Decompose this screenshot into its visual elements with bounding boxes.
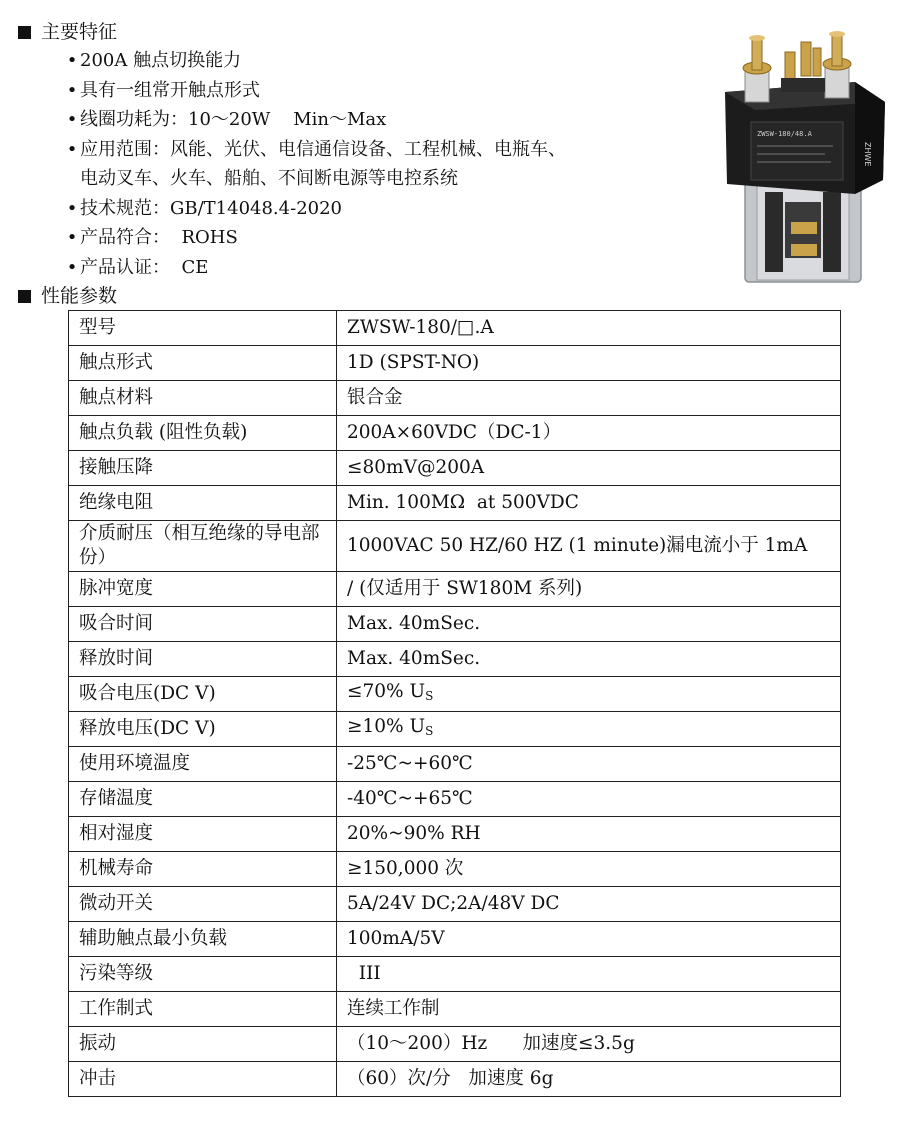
param-name-cell: 型号 xyxy=(69,311,337,346)
bullet-dot-icon: • xyxy=(66,256,78,278)
table-row xyxy=(69,572,841,607)
param-value-cell xyxy=(337,817,841,852)
features-list xyxy=(64,46,704,282)
param-name-cell: 触点材料 xyxy=(69,381,337,416)
param-value-cell xyxy=(337,1027,841,1062)
table-row xyxy=(69,642,841,677)
param-value-text: / (仅适用于 SW180M 系列) xyxy=(347,578,583,599)
contactor-illustration xyxy=(705,12,895,290)
param-value-cell xyxy=(337,1062,841,1097)
product-label-text: ZWSW-180/48.A xyxy=(757,130,812,138)
param-name-cell: 介质耐压（相互绝缘的导电部份） xyxy=(69,521,337,572)
param-name-cell: 触点负载 (阻性负载) xyxy=(69,416,337,451)
table-row xyxy=(69,1027,841,1062)
feature-item xyxy=(64,76,704,106)
table-row xyxy=(69,416,841,451)
params-heading xyxy=(18,284,117,308)
feature-text: 200A 触点切换能力 xyxy=(80,50,242,71)
param-name-cell: 释放时间 xyxy=(69,642,337,677)
table-row xyxy=(69,381,841,416)
table-row xyxy=(69,311,841,346)
features-heading xyxy=(18,20,117,44)
table-row xyxy=(69,521,841,572)
param-name-cell: 吸合时间 xyxy=(69,607,337,642)
param-value-text: ≤80mV@200A xyxy=(347,457,485,478)
param-name-cell: 污染等级 xyxy=(69,957,337,992)
param-value-subscript: S xyxy=(425,689,434,703)
table-row xyxy=(69,852,841,887)
param-value-cell xyxy=(337,311,841,346)
params-title: 性能参数 xyxy=(41,285,118,307)
table-row xyxy=(69,922,841,957)
param-value-text: 5A/24V DC;2A/48V DC xyxy=(347,893,560,914)
param-value-text: -25℃~+60℃ xyxy=(347,753,473,774)
bullet-dot-icon: • xyxy=(66,197,78,219)
feature-item xyxy=(64,46,704,76)
param-value-text: III xyxy=(347,963,381,984)
param-value-text: ≥150,000 次 xyxy=(347,858,464,879)
feature-item xyxy=(64,194,704,224)
feature-item xyxy=(64,135,704,165)
bullet-dot-icon: • xyxy=(66,138,78,160)
feature-text: 应用范围：风能、光伏、电信通信设备、工程机械、电瓶车、 xyxy=(80,138,566,160)
param-value-cell xyxy=(337,677,841,712)
param-name-cell: 工作制式 xyxy=(69,992,337,1027)
param-name-cell: 使用环境温度 xyxy=(69,747,337,782)
table-row xyxy=(69,677,841,712)
param-name-cell: 相对湿度 xyxy=(69,817,337,852)
table-row xyxy=(69,1062,841,1097)
feature-text: 具有一组常开触点形式 xyxy=(80,79,260,101)
param-value-cell xyxy=(337,416,841,451)
param-value-cell xyxy=(337,747,841,782)
param-value-text: 100mA/5V xyxy=(347,928,445,949)
param-value-cell xyxy=(337,887,841,922)
param-value-text: ≥10% U xyxy=(347,716,426,737)
feature-item xyxy=(64,253,704,283)
table-row xyxy=(69,887,841,922)
table-row xyxy=(69,992,841,1027)
param-value-text: 1000VAC 50 HZ/60 HZ (1 minute)漏电流小于 1mA xyxy=(347,535,808,556)
param-value-cell xyxy=(337,992,841,1027)
param-value-cell xyxy=(337,521,841,572)
param-value-cell xyxy=(337,572,841,607)
param-name-cell: 微动开关 xyxy=(69,887,337,922)
param-name-cell: 吸合电压(DC V) xyxy=(69,677,337,712)
param-value-text: 银合金 xyxy=(347,387,403,408)
param-value-cell xyxy=(337,782,841,817)
table-row xyxy=(69,486,841,521)
table-row xyxy=(69,782,841,817)
feature-item xyxy=(64,105,704,135)
param-name-cell: 冲击 xyxy=(69,1062,337,1097)
param-value-text: 200A×60VDC（DC-1） xyxy=(347,422,562,443)
param-name-cell: 释放电压(DC V) xyxy=(69,712,337,747)
param-value-text: -40℃~+65℃ xyxy=(347,788,473,809)
feature-text: 线圈功耗为：10～20W Min～Max xyxy=(80,109,387,130)
bullet-dot-icon: • xyxy=(66,79,78,101)
product-brand-text: ZHWE xyxy=(863,142,872,167)
param-value-cell xyxy=(337,957,841,992)
square-bullet-icon xyxy=(18,26,31,39)
param-name-cell: 辅助触点最小负载 xyxy=(69,922,337,957)
feature-item xyxy=(64,223,704,253)
table-row xyxy=(69,957,841,992)
param-value-text: 20%~90% RH xyxy=(347,823,481,844)
param-name-cell: 脉冲宽度 xyxy=(69,572,337,607)
bullet-dot-icon: • xyxy=(66,227,78,248)
feature-text: 产品认证： CE xyxy=(80,256,209,278)
param-value-cell xyxy=(337,381,841,416)
feature-text: 产品符合： ROHS xyxy=(80,227,238,248)
table-row xyxy=(69,607,841,642)
param-value-cell xyxy=(337,712,841,747)
param-value-subscript: S xyxy=(425,724,434,738)
feature-text: 技术规范：GB/T14048.4-2020 xyxy=(80,197,343,219)
bullet-dot-icon: • xyxy=(66,109,78,130)
param-value-text: ≤70% U xyxy=(347,681,426,702)
table-row xyxy=(69,817,841,852)
param-value-cell xyxy=(337,451,841,486)
param-value-text: Max. 40mSec. xyxy=(347,613,481,634)
param-value-cell xyxy=(337,486,841,521)
param-name-cell: 振动 xyxy=(69,1027,337,1062)
param-value-text: （60）次/分 加速度 6g xyxy=(347,1068,554,1089)
table-row xyxy=(69,451,841,486)
param-name-cell: 接触压降 xyxy=(69,451,337,486)
param-value-text: ZWSW-180/□.A xyxy=(347,317,494,338)
param-name-cell: 绝缘电阻 xyxy=(69,486,337,521)
square-bullet-icon xyxy=(18,290,31,303)
table-row xyxy=(69,712,841,747)
product-image xyxy=(705,12,895,290)
table-row xyxy=(69,747,841,782)
param-value-cell xyxy=(337,852,841,887)
param-value-text: Min. 100MΩ at 500VDC xyxy=(347,492,579,513)
param-value-text: Max. 40mSec. xyxy=(347,648,481,669)
param-value-cell xyxy=(337,346,841,381)
param-value-cell xyxy=(337,607,841,642)
param-name-cell: 触点形式 xyxy=(69,346,337,381)
param-value-text: 连续工作制 xyxy=(347,998,440,1019)
parameters-table xyxy=(68,310,841,1097)
param-value-cell xyxy=(337,642,841,677)
param-value-text: （10～200）Hz 加速度≤3.5g xyxy=(347,1033,635,1054)
bullet-dot-icon: • xyxy=(66,50,78,71)
param-value-cell xyxy=(337,922,841,957)
param-name-cell: 存储温度 xyxy=(69,782,337,817)
param-name-cell: 机械寿命 xyxy=(69,852,337,887)
feature-item-continuation: 电动叉车、火车、船舶、不间断电源等电控系统 xyxy=(80,168,458,189)
param-value-text: 1D (SPST-NO) xyxy=(347,352,480,373)
features-title: 主要特征 xyxy=(41,21,118,43)
table-row xyxy=(69,346,841,381)
